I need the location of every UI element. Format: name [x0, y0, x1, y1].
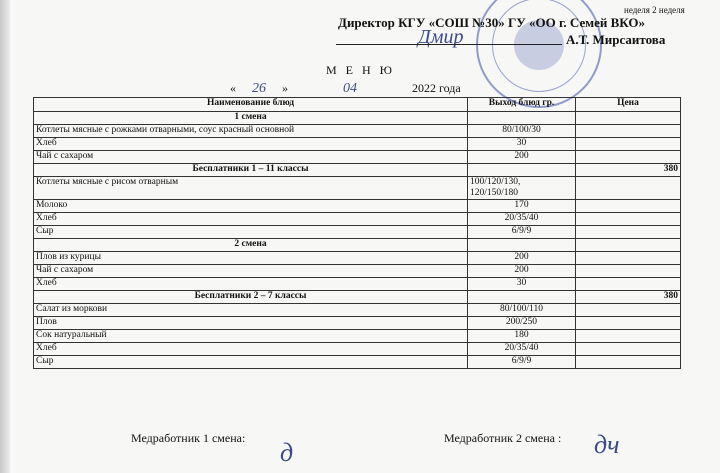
menu-title: М Е Н Ю [326, 63, 395, 77]
table-row [34, 151, 681, 164]
dish-output: 6/9/9 [468, 226, 576, 239]
dish-output: 30 [468, 138, 576, 151]
dish-name: Плов из курицы [34, 252, 468, 265]
section-title: 1 смена [34, 112, 468, 125]
table-row [34, 356, 681, 369]
signature-line [336, 44, 562, 45]
medic-shift2-label: Медработник 2 смена : [444, 431, 562, 445]
dish-name: Котлеты мясные с рожками отварными, соус красный основной [34, 125, 468, 138]
section-row [34, 239, 681, 252]
table-row [34, 200, 681, 213]
dish-price-cell [576, 226, 681, 239]
table-row [34, 317, 681, 330]
dish-price-cell [576, 125, 681, 138]
dish-output: 20/35/40 [468, 343, 576, 356]
table-row [34, 265, 681, 278]
dish-name: Сок натуральный [34, 330, 468, 343]
dish-name: Плов [34, 317, 468, 330]
dish-price-cell [576, 330, 681, 343]
menu-date [230, 81, 461, 98]
table-row [34, 213, 681, 226]
date-month: 04 [343, 81, 357, 96]
dish-output: 80/100/110 [468, 304, 576, 317]
menu-table-body [34, 112, 681, 369]
dish-name: Хлеб [34, 138, 468, 151]
dish-name: Чай с сахаром [34, 265, 468, 278]
header-output: Выход блюд гр. [468, 98, 576, 112]
table-row [34, 343, 681, 356]
page-edge-shadow [0, 0, 10, 473]
date-year: 2022 года [412, 81, 461, 95]
dish-price-cell [576, 252, 681, 265]
section-row [34, 112, 681, 125]
dish-name: Чай с сахаром [34, 151, 468, 164]
dish-name: Хлеб [34, 343, 468, 356]
table-row [34, 304, 681, 317]
dish-price-cell [576, 304, 681, 317]
section-row [34, 164, 681, 177]
dish-price-cell [576, 138, 681, 151]
table-header-row [34, 98, 681, 112]
table-row [34, 278, 681, 291]
date-day: 26 [252, 81, 266, 96]
section-title: Бесплатники 2 – 7 классы [34, 291, 468, 304]
dish-output: 30 [468, 278, 576, 291]
dish-name: Сыр [34, 226, 468, 239]
table-row [34, 125, 681, 138]
section-price: 380 [576, 291, 681, 304]
dish-name: Салат из моркови [34, 304, 468, 317]
table-row [34, 177, 681, 200]
dish-output: 100/120/130, 120/150/180 [468, 177, 576, 200]
section-price [576, 239, 681, 252]
section-row [34, 291, 681, 304]
dish-price-cell [576, 343, 681, 356]
dish-name: Хлеб [34, 278, 468, 291]
section-output-cell [468, 112, 576, 125]
section-title: Бесплатники 1 – 11 классы [34, 164, 468, 177]
dish-output: 200 [468, 265, 576, 278]
dish-price-cell [576, 200, 681, 213]
header-price: Цена [576, 98, 681, 112]
dish-price-cell [576, 278, 681, 291]
date-open-quote: « [230, 81, 236, 95]
table-row [34, 138, 681, 151]
dish-price-cell [576, 317, 681, 330]
dish-name: Молоко [34, 200, 468, 213]
table-row [34, 252, 681, 265]
medic-shift1-signature: д [280, 438, 294, 467]
dish-output: 6/9/9 [468, 356, 576, 369]
table-row [34, 226, 681, 239]
dish-output: 170 [468, 200, 576, 213]
dish-output: 80/100/30 [468, 125, 576, 138]
week-note: неделя 2 неделя [624, 5, 685, 15]
dish-name: Хлеб [34, 213, 468, 226]
dish-output: 200/250 [468, 317, 576, 330]
section-output-cell [468, 239, 576, 252]
dish-price-cell [576, 265, 681, 278]
medic-shift1-label: Медработник 1 смена: [131, 431, 246, 445]
section-output-cell [468, 291, 576, 304]
medic-shift2-signature: дч [594, 430, 620, 459]
section-price: 380 [576, 164, 681, 177]
dish-name: Котлеты мясные с рисом отварным [34, 177, 468, 200]
section-title: 2 смена [34, 239, 468, 252]
director-name: А.Т. Мирсаитова [566, 32, 666, 47]
dish-output: 200 [468, 151, 576, 164]
menu-table [33, 97, 681, 369]
director-title: Директор КГУ «СОШ №30» ГУ «ОО г. Семей ВКО» [338, 15, 645, 30]
date-close-quote: » [282, 81, 288, 95]
dish-price-cell [576, 356, 681, 369]
dish-price-cell [576, 151, 681, 164]
table-row [34, 330, 681, 343]
dish-output: 180 [468, 330, 576, 343]
header-dish-name: Наименование блюд [34, 98, 468, 112]
dish-price-cell [576, 213, 681, 226]
dish-price-cell [576, 177, 681, 200]
section-price [576, 112, 681, 125]
dish-output: 200 [468, 252, 576, 265]
dish-output: 20/35/40 [468, 213, 576, 226]
dish-name: Сыр [34, 356, 468, 369]
director-signature: Дмир [418, 26, 464, 48]
section-output-cell [468, 164, 576, 177]
